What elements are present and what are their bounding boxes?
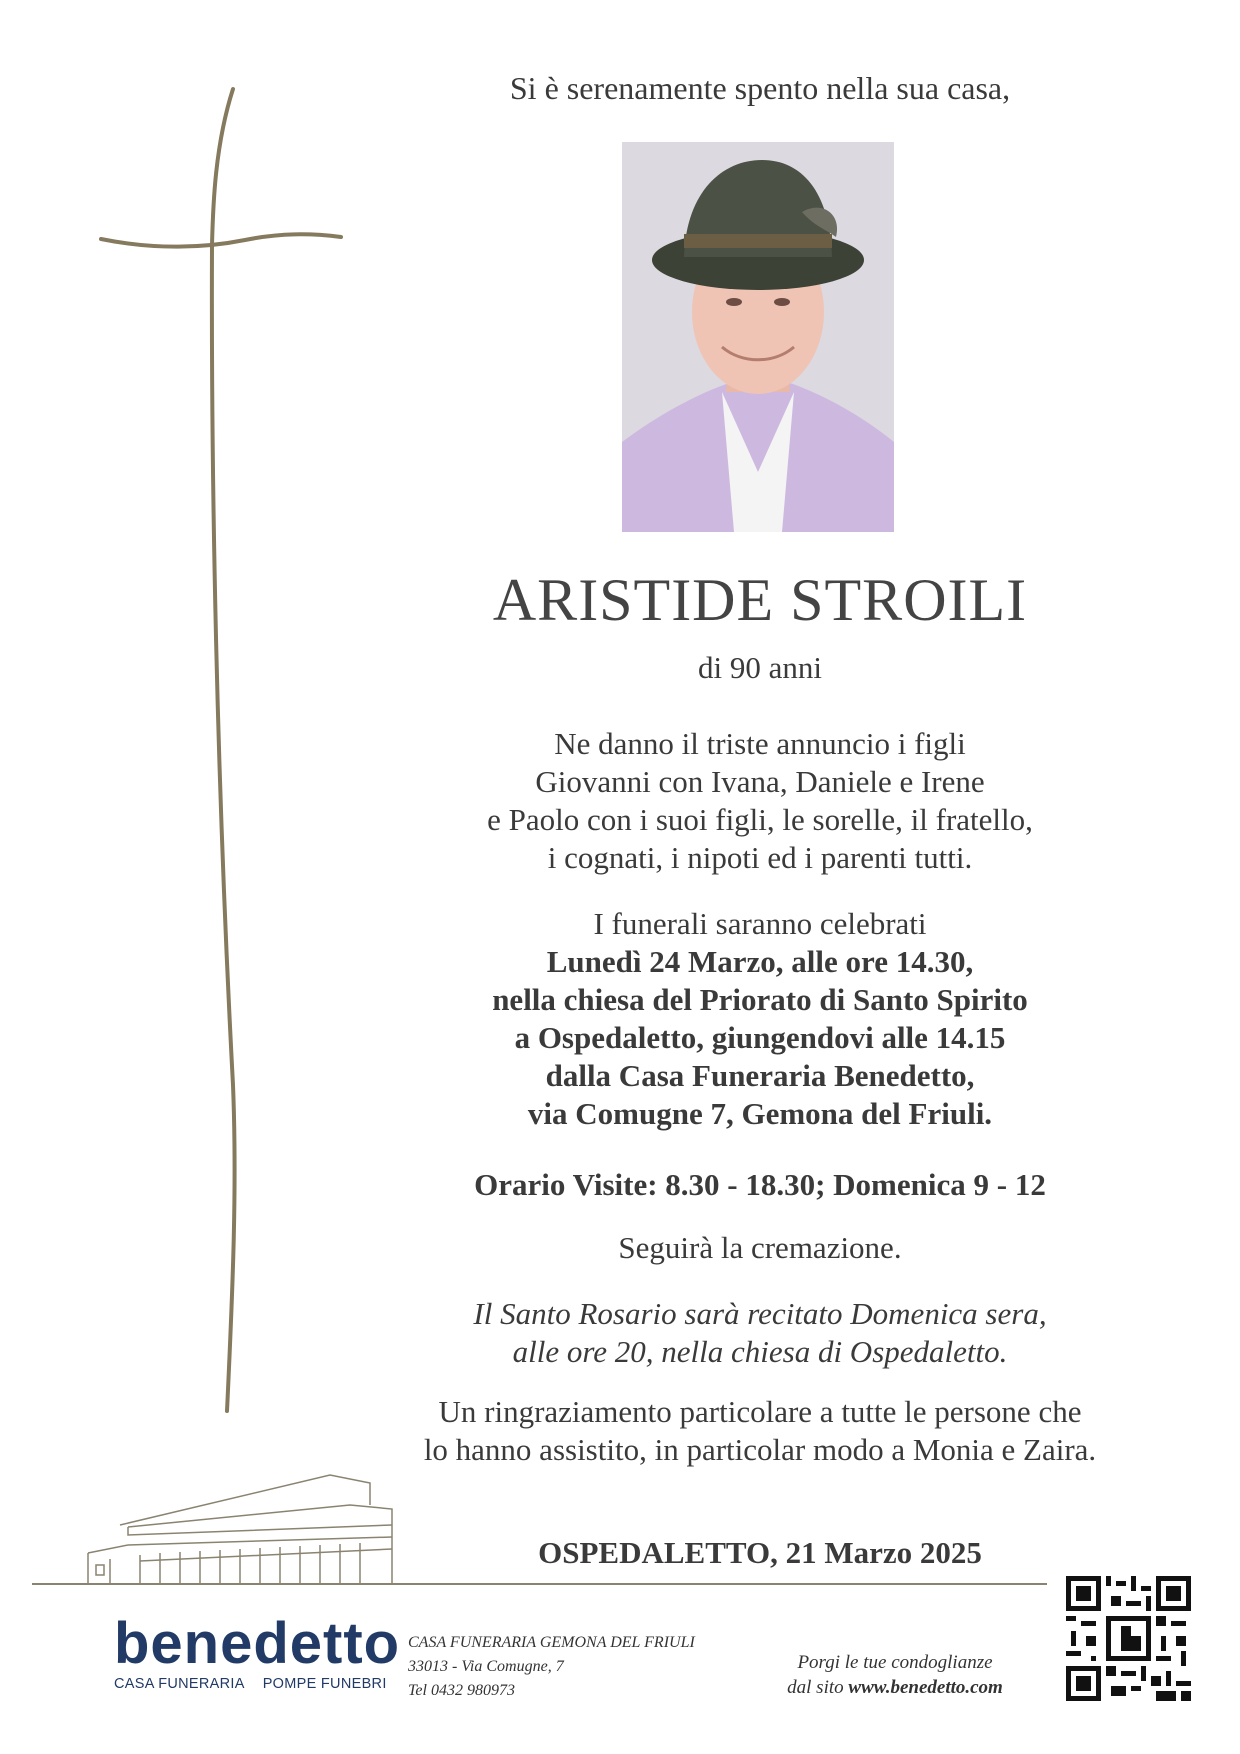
deceased-age: di 90 anni bbox=[698, 650, 822, 685]
condolences-line: Porgi le tue condoglianze bbox=[797, 1652, 993, 1673]
cremation-note: Seguirà la cremazione. bbox=[618, 1230, 902, 1265]
funeral-line: via Comugne 7, Gemona del Friuli. bbox=[527, 1096, 993, 1131]
announcement-line: Ne danno il triste annuncio i figli bbox=[554, 726, 966, 761]
address-line: Tel 0432 980973 bbox=[408, 1682, 515, 1699]
funeral-line: Lunedì 24 Marzo, alle ore 14.30, bbox=[546, 944, 974, 979]
announcement-line: Giovanni con Ivana, Daniele e Irene bbox=[535, 764, 985, 799]
address-line: CASA FUNERARIA GEMONA DEL FRIULI bbox=[408, 1634, 695, 1651]
visiting-hours: Orario Visite: 8.30 - 18.30; Domenica 9 - 12 bbox=[474, 1167, 1046, 1202]
rosary-note bbox=[380, 1295, 1140, 1371]
thanks-paragraph bbox=[380, 1393, 1140, 1469]
funeral-home-building-icon bbox=[80, 1465, 400, 1585]
funeral-line: a Ospedaletto, giungendovi alle 14.15 bbox=[514, 1020, 1006, 1055]
cross-icon bbox=[95, 85, 355, 1415]
announcement-paragraph bbox=[380, 725, 1140, 877]
condolences-prefix: dal sito bbox=[787, 1677, 849, 1698]
thanks-line: Un ringraziamento particolare a tutte le persone che bbox=[438, 1394, 1082, 1429]
qr-code-icon[interactable] bbox=[1066, 1576, 1191, 1701]
announcement-line: e Paolo con i suoi figli, le sorelle, il fratello, bbox=[487, 802, 1033, 837]
address-line: 33013 - Via Comugne, 7 bbox=[408, 1658, 564, 1675]
intro-text: Si è serenamente spento nella sua casa, bbox=[509, 70, 1011, 106]
condolences-website-link[interactable]: www.benedetto.com bbox=[848, 1677, 1003, 1698]
condolences-note bbox=[745, 1650, 1045, 1700]
place-and-date: OSPEDALETTO, 21 Marzo 2025 bbox=[538, 1535, 982, 1570]
deceased-name: ARISTIDE STROILI bbox=[492, 567, 1028, 633]
footer-divider bbox=[32, 1583, 1047, 1585]
funeral-line: dalla Casa Funeraria Benedetto, bbox=[545, 1058, 975, 1093]
funeral-line: nella chiesa del Priorato di Santo Spirito bbox=[492, 982, 1028, 1017]
funeral-home-address bbox=[408, 1631, 695, 1703]
logo-subtitle bbox=[114, 1676, 400, 1692]
rosary-line: Il Santo Rosario sarà recitato Domenica sera, bbox=[473, 1296, 1047, 1331]
logo-wordmark: benedetto bbox=[114, 1611, 401, 1676]
logo-subtitle-2: POMPE FUNEBRI bbox=[262, 1676, 387, 1692]
announcement-line: i cognati, i nipoti ed i parenti tutti. bbox=[547, 840, 973, 875]
thanks-line: lo hanno assistito, in particolar modo a Monia e Zaira. bbox=[423, 1432, 1097, 1467]
rosary-line: alle ore 20, nella chiesa di Ospedaletto. bbox=[512, 1334, 1008, 1369]
portrait-photo bbox=[622, 142, 894, 532]
funeral-intro: I funerali saranno celebrati bbox=[593, 906, 927, 941]
benedetto-logo bbox=[114, 1611, 401, 1692]
condolences-line bbox=[745, 1675, 1045, 1700]
logo-subtitle-1: CASA FUNERARIA bbox=[114, 1676, 245, 1692]
funeral-paragraph bbox=[380, 905, 1140, 1133]
